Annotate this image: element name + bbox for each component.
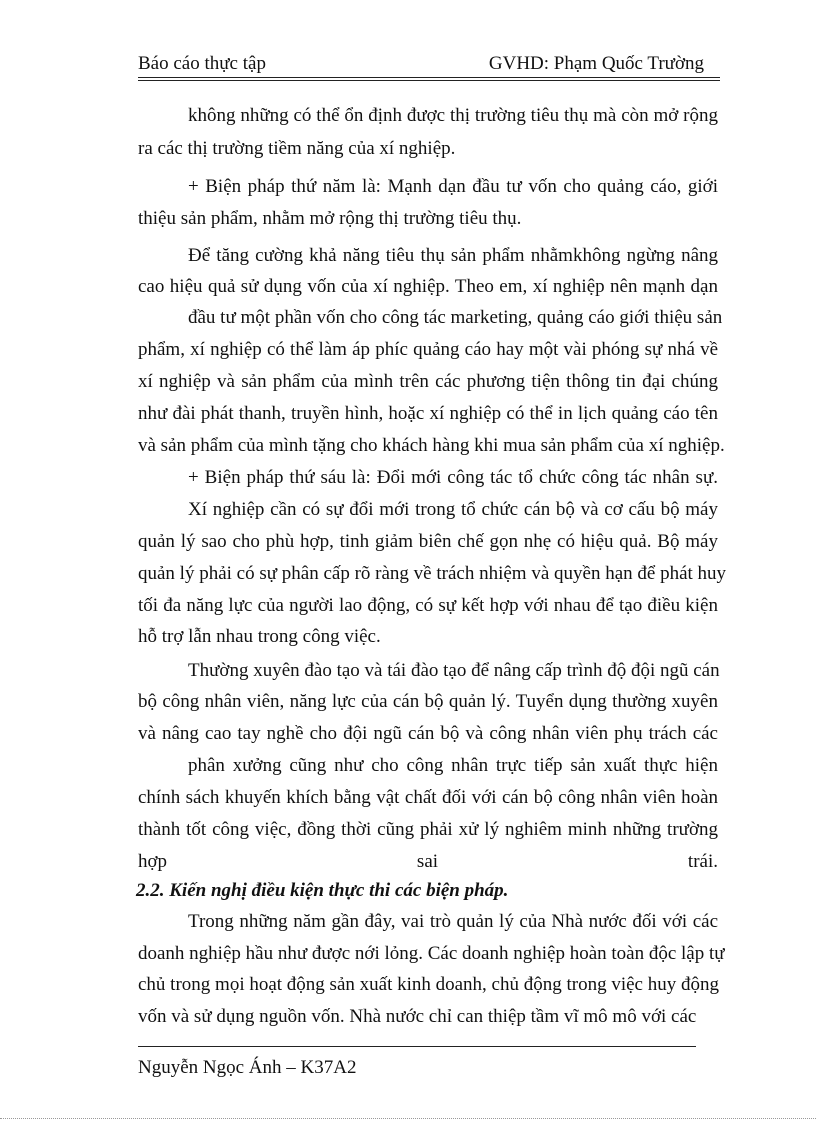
footer-rule bbox=[138, 1046, 696, 1047]
body-line: Thường xuyên đào tạo và tái đào tạo để nâng cấp trình độ đội ngũ cán bbox=[188, 660, 720, 681]
body-line: Xí nghiệp cần có sự đổi mới trong tổ chức cán bộ và cơ cấu bộ máy bbox=[188, 499, 718, 520]
body-line: + Biện pháp thứ sáu là: Đổi mới công tác tổ chức công tác nhân sự. bbox=[188, 467, 718, 488]
body-line: phân xưởng cũng như cho công nhân trực tiếp sản xuất thực hiện bbox=[188, 755, 718, 776]
body-line: quản lý phải có sự phân cấp rõ ràng về trách nhiệm và quyền hạn để phát huy bbox=[138, 563, 727, 584]
body-line: thành tốt công việc, đồng thời cũng phải xử lý nghiêm minh những trường bbox=[138, 819, 718, 840]
body-line: chính sách khuyến khích bằng vật chất đối với cán bộ công nhân viên hoàn bbox=[138, 787, 718, 808]
body-line: và nâng cao tay nghề cho đội ngũ cán bộ và công nhân viên phụ trách các bbox=[138, 723, 718, 744]
body-line: đầu tư một phần vốn cho công tác marketing, quảng cáo giới thiệu sản bbox=[188, 307, 723, 328]
body-line: doanh nghiệp hầu như được nới lỏng. Các doanh nghiệp hoàn toàn độc lập tự bbox=[138, 943, 725, 964]
body-line: không những có thể ổn định được thị trường tiêu thụ mà còn mở rộng bbox=[188, 105, 718, 126]
body-line: cao hiệu quả sử dụng vốn của xí nghiệp. Theo em, xí nghiệp nên mạnh dạn bbox=[138, 276, 718, 297]
body-line: xí nghiệp và sản phẩm của mình trên các phương tiện thông tin đại chúng bbox=[138, 371, 718, 392]
body-line: vốn và sử dụng nguồn vốn. Nhà nước chỉ can thiệp tầm vĩ mô mô với các bbox=[138, 1006, 697, 1027]
body-line: ra các thị trường tiềm năng của xí nghiệp. bbox=[138, 138, 456, 159]
body-line: chủ trong mọi hoạt động sản xuất kinh doanh, chủ động trong việc huy động bbox=[138, 974, 719, 995]
page-header bbox=[138, 52, 718, 78]
header-supervisor: GVHD: Phạm Quốc Trường bbox=[488, 53, 704, 74]
body-line: phẩm, xí nghiệp có thể làm áp phíc quảng cáo hay một vài phóng sự nhá về bbox=[138, 339, 718, 360]
body-line: + Biện pháp thứ năm là: Mạnh dạn đầu tư vốn cho quảng cáo, giới bbox=[188, 176, 718, 197]
body-line: quản lý sao cho phù hợp, tinh giảm biên chế gọn nhẹ có hiệu quả. Bộ máy bbox=[138, 531, 718, 552]
body-line: thiệu sản phẩm, nhằm mở rộng thị trường tiêu thụ. bbox=[138, 208, 522, 229]
body-line: tối đa năng lực của người lao động, có sự kết hợp với nhau để tạo điều kiện bbox=[138, 595, 718, 616]
section-heading: 2.2. Kiến nghị điều kiện thực thi các biện pháp. bbox=[136, 880, 509, 901]
body-line: Trong những năm gần đây, vai trò quản lý của Nhà nước đối với các bbox=[188, 911, 718, 932]
body-line: hỗ trợ lẫn nhau trong công việc. bbox=[138, 626, 381, 647]
header-rule bbox=[138, 77, 720, 81]
page-break-line bbox=[0, 1118, 816, 1119]
body-line: Để tăng cường khả năng tiêu thụ sản phẩm nhằmkhông ngừng nâng bbox=[188, 245, 718, 266]
footer-author: Nguyễn Ngọc Ánh – K37A2 bbox=[138, 1057, 357, 1078]
body-line: và sản phẩm của mình tặng cho khách hàng khi mua sản phẩm của xí nghiệp. bbox=[138, 435, 725, 456]
header-report-title: Báo cáo thực tập bbox=[138, 53, 266, 74]
body-line: như đài phát thanh, truyền hình, hoặc xí nghiệp có thể in lịch quảng cáo tên bbox=[138, 403, 718, 424]
body-line: hợp sai trái. bbox=[138, 851, 718, 872]
body-line: bộ công nhân viên, năng lực của cán bộ quản lý. Tuyển dụng thường xuyên bbox=[138, 691, 718, 712]
